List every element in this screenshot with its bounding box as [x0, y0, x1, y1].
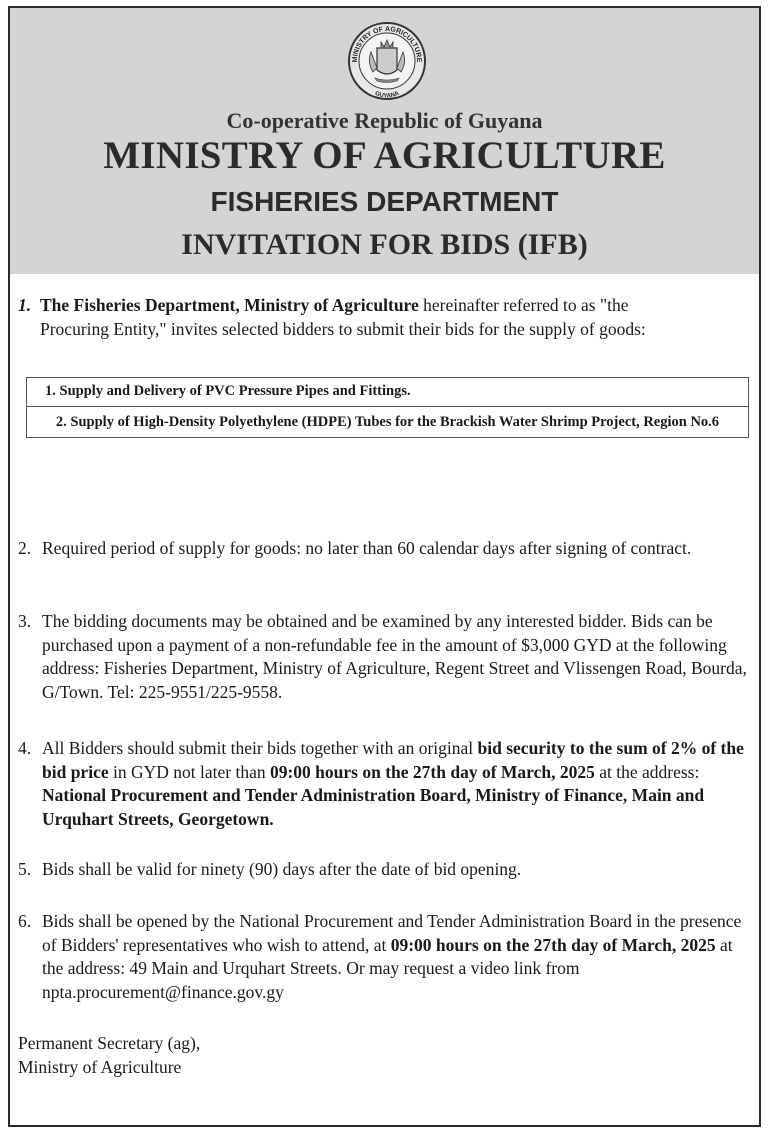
- clause-text: Required period of supply for goods: no later than 60 calendar days after signing of contract.: [42, 538, 692, 558]
- svg-text:MINISTRY OF AGRICULTURE: MINISTRY OF AGRICULTURE: [351, 25, 423, 63]
- clause-text: hereinafter referred to as "the: [418, 295, 629, 315]
- ministry-name: MINISTRY OF AGRICULTURE: [103, 134, 666, 177]
- goods-item: 1. Supply and Delivery of PVC Pressure Pipes and Fittings.: [45, 383, 411, 399]
- document-title: INVITATION FOR BIDS (IFB): [181, 228, 588, 261]
- clause-number: 1.: [18, 295, 32, 315]
- clause-2: [18, 537, 753, 561]
- clause-4: [18, 737, 753, 831]
- clause-3: [18, 610, 753, 704]
- country-name: Co-operative Republic of Guyana: [226, 108, 543, 133]
- clause-text-part: at the address: 49 Main and Urquhart Streets. Or may request a video link from: [42, 934, 733, 978]
- submission-address: National Procurement and Tender Administration Board, Ministry of Finance, Main and Urquhart Streets, Georgetown.: [42, 785, 705, 829]
- clause-text-part: All Bidders should submit their bids together with an original: [42, 738, 478, 758]
- opening-time: 09:00 hours on the 27th day of March, 2025: [390, 934, 716, 955]
- clause-number: 2.: [18, 538, 32, 558]
- ifb-notice: [8, 6, 761, 1127]
- procuring-entity-name: The Fisheries Department, Ministry of Agriculture: [40, 295, 419, 315]
- clause-5: [18, 858, 753, 882]
- clause-text: Bids shall be valid for ninety (90) days after the date of bid opening.: [42, 859, 522, 879]
- coat-of-arms-seal: [347, 18, 427, 104]
- clause-text-part: at the address:: [594, 761, 700, 782]
- signoff: [18, 1031, 200, 1079]
- clause-text: [18, 910, 753, 1004]
- signatory-ministry: Ministry of Agriculture: [18, 1057, 182, 1077]
- procurement-email-link[interactable]: npta.procurement@finance.gov.gy: [42, 981, 284, 1002]
- clause-text-continued: Procuring Entity," invites selected bidders to submit their bids for the supply of goods:: [40, 319, 646, 339]
- clause-text-part: in GYD not later than: [108, 761, 270, 782]
- clause-1: [18, 293, 738, 341]
- clause-text: [18, 737, 753, 831]
- clause-number: 5.: [18, 859, 32, 879]
- clause-text-part: Bids shall be opened by the National Procurement and Tender Administration Board in the presence of Bidders' representatives who wish to attend, at: [42, 911, 742, 955]
- clause-number: 6.: [18, 911, 32, 931]
- clause-number: 4.: [18, 738, 32, 758]
- clause-6: [18, 910, 753, 1004]
- svg-text:GUYANA: GUYANA: [373, 90, 401, 100]
- goods-item: 2. Supply of High-Density Polyethylene (HDPE) Tubes for the Brackish Water Shrimp Project, Region No.6: [27, 406, 748, 437]
- clause-number: 3.: [18, 611, 32, 631]
- department-name: FISHERIES DEPARTMENT: [210, 186, 559, 217]
- goods-table: [26, 377, 749, 438]
- signatory-title: Permanent Secretary (ag),: [18, 1033, 201, 1053]
- bid-security-term: bid security to the sum of 2% of the bid price: [42, 738, 744, 782]
- clause-text: The bidding documents may be obtained and be examined by any interested bidder. Bids can be purchased upon a payment of a non-refundable fee in the amount of $3,000 GYD at the following address: Fisheries Department, Ministry of Agriculture, Regent Street and Vlissengen Road, Bourda, G/Town. Tel: 225-9551/225-9558.: [42, 611, 747, 702]
- deadline: 09:00 hours on the 27th day of March, 2025: [269, 761, 595, 782]
